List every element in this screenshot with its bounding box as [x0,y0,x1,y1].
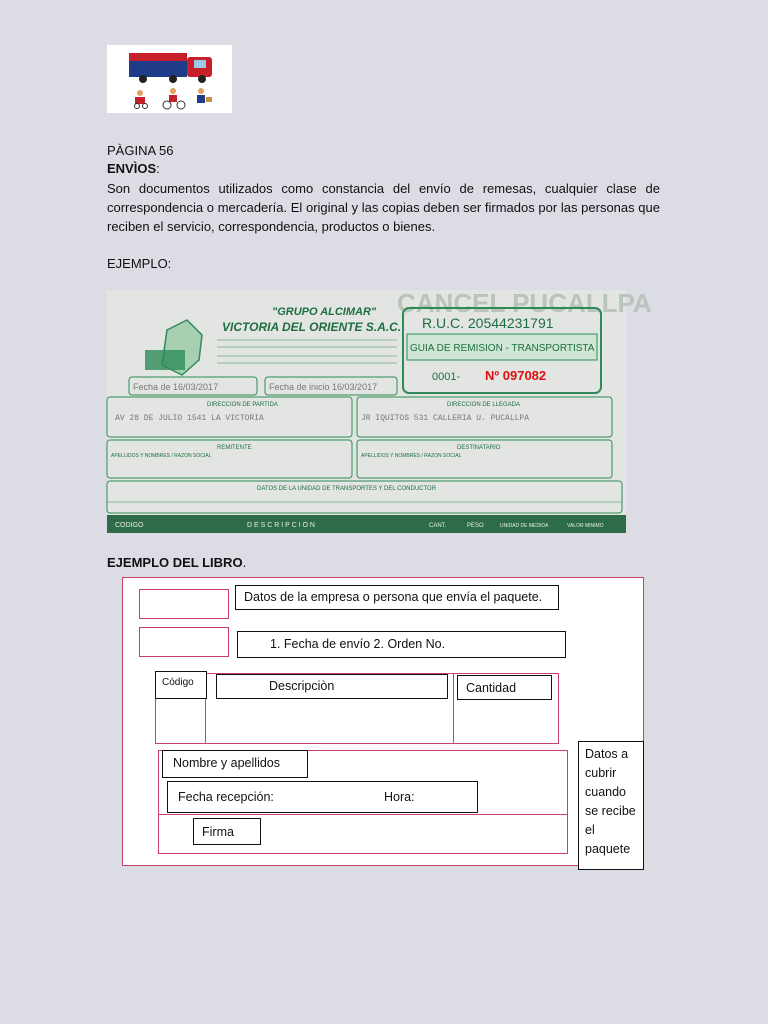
book-example-text: EJEMPLO DEL LIBRO [107,555,243,570]
side-note-box: Datos a cubrir cuando se recibe el paquete [578,741,644,870]
heading-colon: : [156,161,160,176]
empty-pink-box-1 [139,589,229,619]
date-order-box: 1. Fecha de envío 2. Orden No. [237,631,566,658]
receipt-photo [107,288,652,533]
receipt-faded-stamp: CANCEL PUCALLPA [397,288,652,318]
delivery-truck-icon [107,45,232,113]
receipt-date2: Fecha de inicio 16/03/2017 [269,382,378,392]
receipt-company-line2: VICTORIA DEL ORIENTE S.A.C. [222,320,402,334]
receipt-nombres-right: APELLIDOS Y NOMBRES / RAZON SOCIAL [361,453,462,459]
receipt-remitente-label: REMITENTE [217,445,252,451]
firma-field: Firma [193,818,261,845]
receipt-destinatario-label: DESTINATARIO [457,445,501,451]
receipt-number: Nº 097082 [485,368,547,383]
receipt-col-codigo: CODIGO [115,522,144,529]
receipt-col-peso: PESO [467,523,484,529]
fecha-recepcion-field [167,781,478,813]
sender-data-box: Datos de la empresa o persona que envía el paquete. [235,585,559,610]
empty-pink-box-2 [139,627,229,657]
example-label: EJEMPLO: [107,256,172,271]
receipt-col-desc: D E S C R I P C I O N [247,522,315,529]
fecha-recepcion-label: Fecha recepción: [178,790,274,804]
nombre-field: Nombre y apellidos [162,750,308,778]
receipt-llegada-label: DIRECCION DE LLEGADA [447,402,521,408]
receipt-address-right: JR IQUITOS 531 CALLERIA U. PUCALLPA [361,414,530,423]
receipt-series: 0001- [432,371,461,383]
receipt-partida-label: DIRECCION DE PARTIDA [207,402,278,408]
receipt-col-unidad: UNIDAD DE MEDIDA [500,523,549,529]
descripcion-header: Descripciòn [216,674,448,699]
book-example-label [107,553,246,572]
receipt-unidad-label: DATOS DE LA UNIDAD DE TRANSPORTES Y DEL CONDUCTOR [257,486,437,492]
truck-stamp-icon [145,350,185,370]
receipt-doc-type: GUIA DE REMISION - TRANSPORTISTA [410,343,595,354]
receipt-ruc: R.U.C. 20544231791 [422,315,554,331]
codigo-header: Código [155,671,207,699]
book-example-form [122,577,644,866]
page-number: PÀGINA 56 [107,143,174,158]
receipt-date1: Fecha de 16/03/2017 [133,382,219,392]
section-heading [107,159,160,178]
truck-logo [107,45,232,113]
receipt-nombres-left: APELLIDOS Y NOMBRES / RAZON SOCIAL [111,453,212,459]
receipt-company-line1: "GRUPO ALCIMAR" [272,306,377,318]
receipt-col-valor: VALOR MINIMO [567,523,604,529]
book-example-period: . [242,555,247,570]
hora-label: Hora: [384,790,415,804]
section-body: Son documentos utilizados como constancia del envío de remesas, cualquier clase de correspondencia o mercadería. El original y las copias deben ser firmados por las personas que reciben el servicio, correspondencia, productos o bienes. [107,181,660,234]
receipt-col-cant: CANT. [429,523,447,529]
receipt-address-left: AV 28 DE JULIO 1541 LA VICTORIA [115,414,264,423]
cantidad-header: Cantidad [457,675,552,700]
heading-text: ENVÌOS [107,161,157,176]
